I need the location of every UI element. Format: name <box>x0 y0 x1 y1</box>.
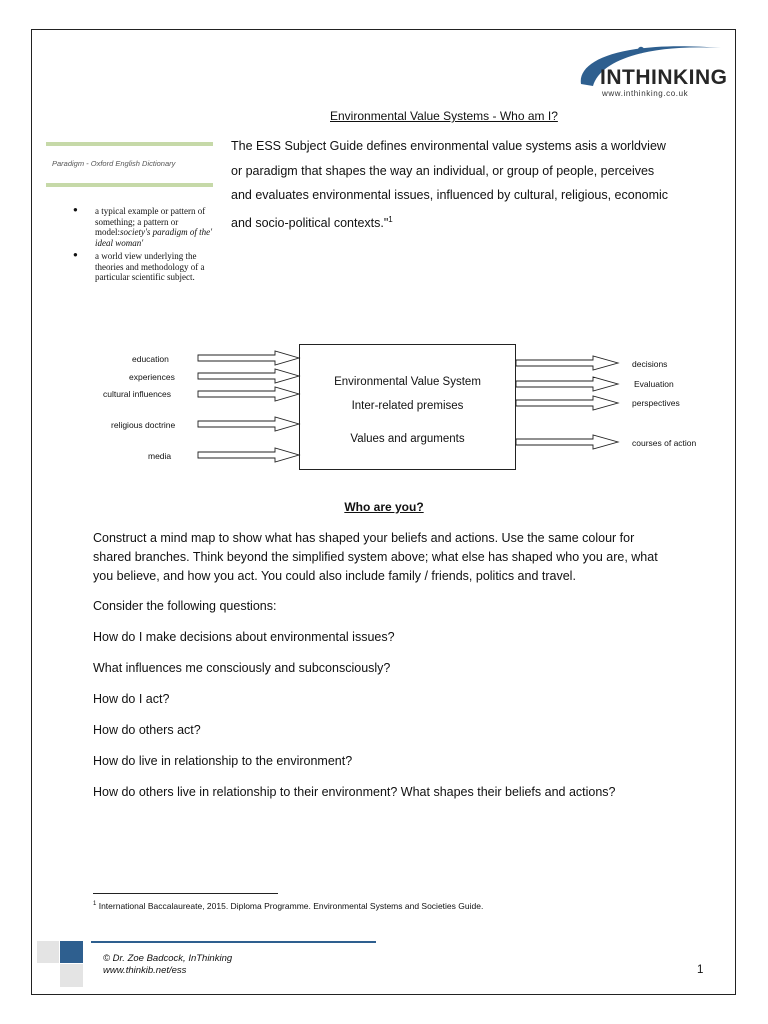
question-item: How do others live in relationship to their environment? What shapes their beliefs and actions? <box>93 785 616 799</box>
output-arrow <box>516 435 618 449</box>
footer-square <box>60 964 83 987</box>
output-label: decisions <box>632 359 668 369</box>
footnote <box>93 901 483 911</box>
footnote-number: 1 <box>93 901 97 908</box>
logo-text: INTHINKING <box>600 66 728 89</box>
sidebar-top-rule <box>46 142 213 146</box>
question-item: How do others act? <box>93 723 201 737</box>
footer-square <box>60 941 83 963</box>
sidebar-bottom-rule <box>46 183 213 187</box>
footnote-separator <box>93 893 278 894</box>
output-label: Evaluation <box>634 379 674 389</box>
input-label: experiences <box>129 372 175 382</box>
question-item: How do I make decisions about environmental issues? <box>93 630 395 644</box>
definition-list <box>48 206 218 286</box>
output-label: perspectives <box>632 398 680 408</box>
instructions-paragraph: Construct a mind map to show what has shaped your beliefs and actions. Use the same colour for shared branches. Think beyond the simplified system above; what else has shaped who you are, what you believe, and how you act. You could also include family / friends, politics and travel. <box>93 531 658 583</box>
page-number: 1 <box>697 964 704 976</box>
page-title: Environmental Value Systems - Who am I? <box>330 109 558 123</box>
intro-text: The ESS Subject Guide defines environmental value systems asis a worldview or paradigm that shapes the way an individual, or group of people, perceives and evaluates environmental issues, influenced by cultural, religious, economic and socio-political contexts." <box>231 139 669 230</box>
evs-system-box <box>299 344 516 470</box>
input-label: religious doctrine <box>111 420 176 430</box>
section-heading: Who are you? <box>344 500 424 514</box>
question-item: How do live in relationship to the environment? <box>93 754 353 768</box>
input-arrow <box>198 417 299 431</box>
footer-author: © Dr. Zoe Badcock, InThinking <box>103 953 233 964</box>
intro-paragraph <box>231 134 671 235</box>
question-item: How do I act? <box>93 692 170 706</box>
system-box-line: Values and arguments <box>350 433 465 445</box>
footer-square <box>37 941 59 963</box>
footnote-text: International Baccalaureate, 2015. Diploma Programme. Environmental Systems and Societies Guide. <box>98 901 484 911</box>
footer-url: www.thinkib.net/ess <box>103 965 187 976</box>
output-arrow <box>516 356 618 370</box>
output-arrow <box>516 396 618 410</box>
input-label: media <box>148 451 172 461</box>
input-arrow <box>198 369 299 383</box>
input-arrow <box>198 448 299 462</box>
output-label: courses of action <box>632 438 697 448</box>
bullet-icon: ● <box>73 205 78 214</box>
output-arrow <box>516 377 618 391</box>
input-label: cultural influences <box>103 389 172 399</box>
questions-prompt: Consider the following questions: <box>93 599 277 613</box>
logo-url: www.inthinking.co.uk <box>602 89 689 98</box>
definition-item: ● a world view underlying the theories and methodology of a particular scientific subject. <box>73 250 205 282</box>
sidebar-caption: Paradigm - Oxford English Dictionary <box>52 159 176 168</box>
footer-credits <box>103 953 232 977</box>
definition-item: ● a typical example or pattern of something; a pattern or model:society's paradigm of the' ideal woman' <box>73 205 213 248</box>
footnote-ref: 1 <box>388 214 393 224</box>
footer-rule <box>91 941 376 943</box>
system-box-line: Environmental Value System <box>334 376 481 388</box>
bullet-icon: ● <box>73 250 78 259</box>
input-label: education <box>132 354 169 364</box>
input-arrow <box>198 387 299 401</box>
system-box-line: Inter-related premises <box>351 400 464 412</box>
input-arrow <box>198 351 299 365</box>
question-item: What influences me consciously and subconsciously? <box>93 661 391 675</box>
